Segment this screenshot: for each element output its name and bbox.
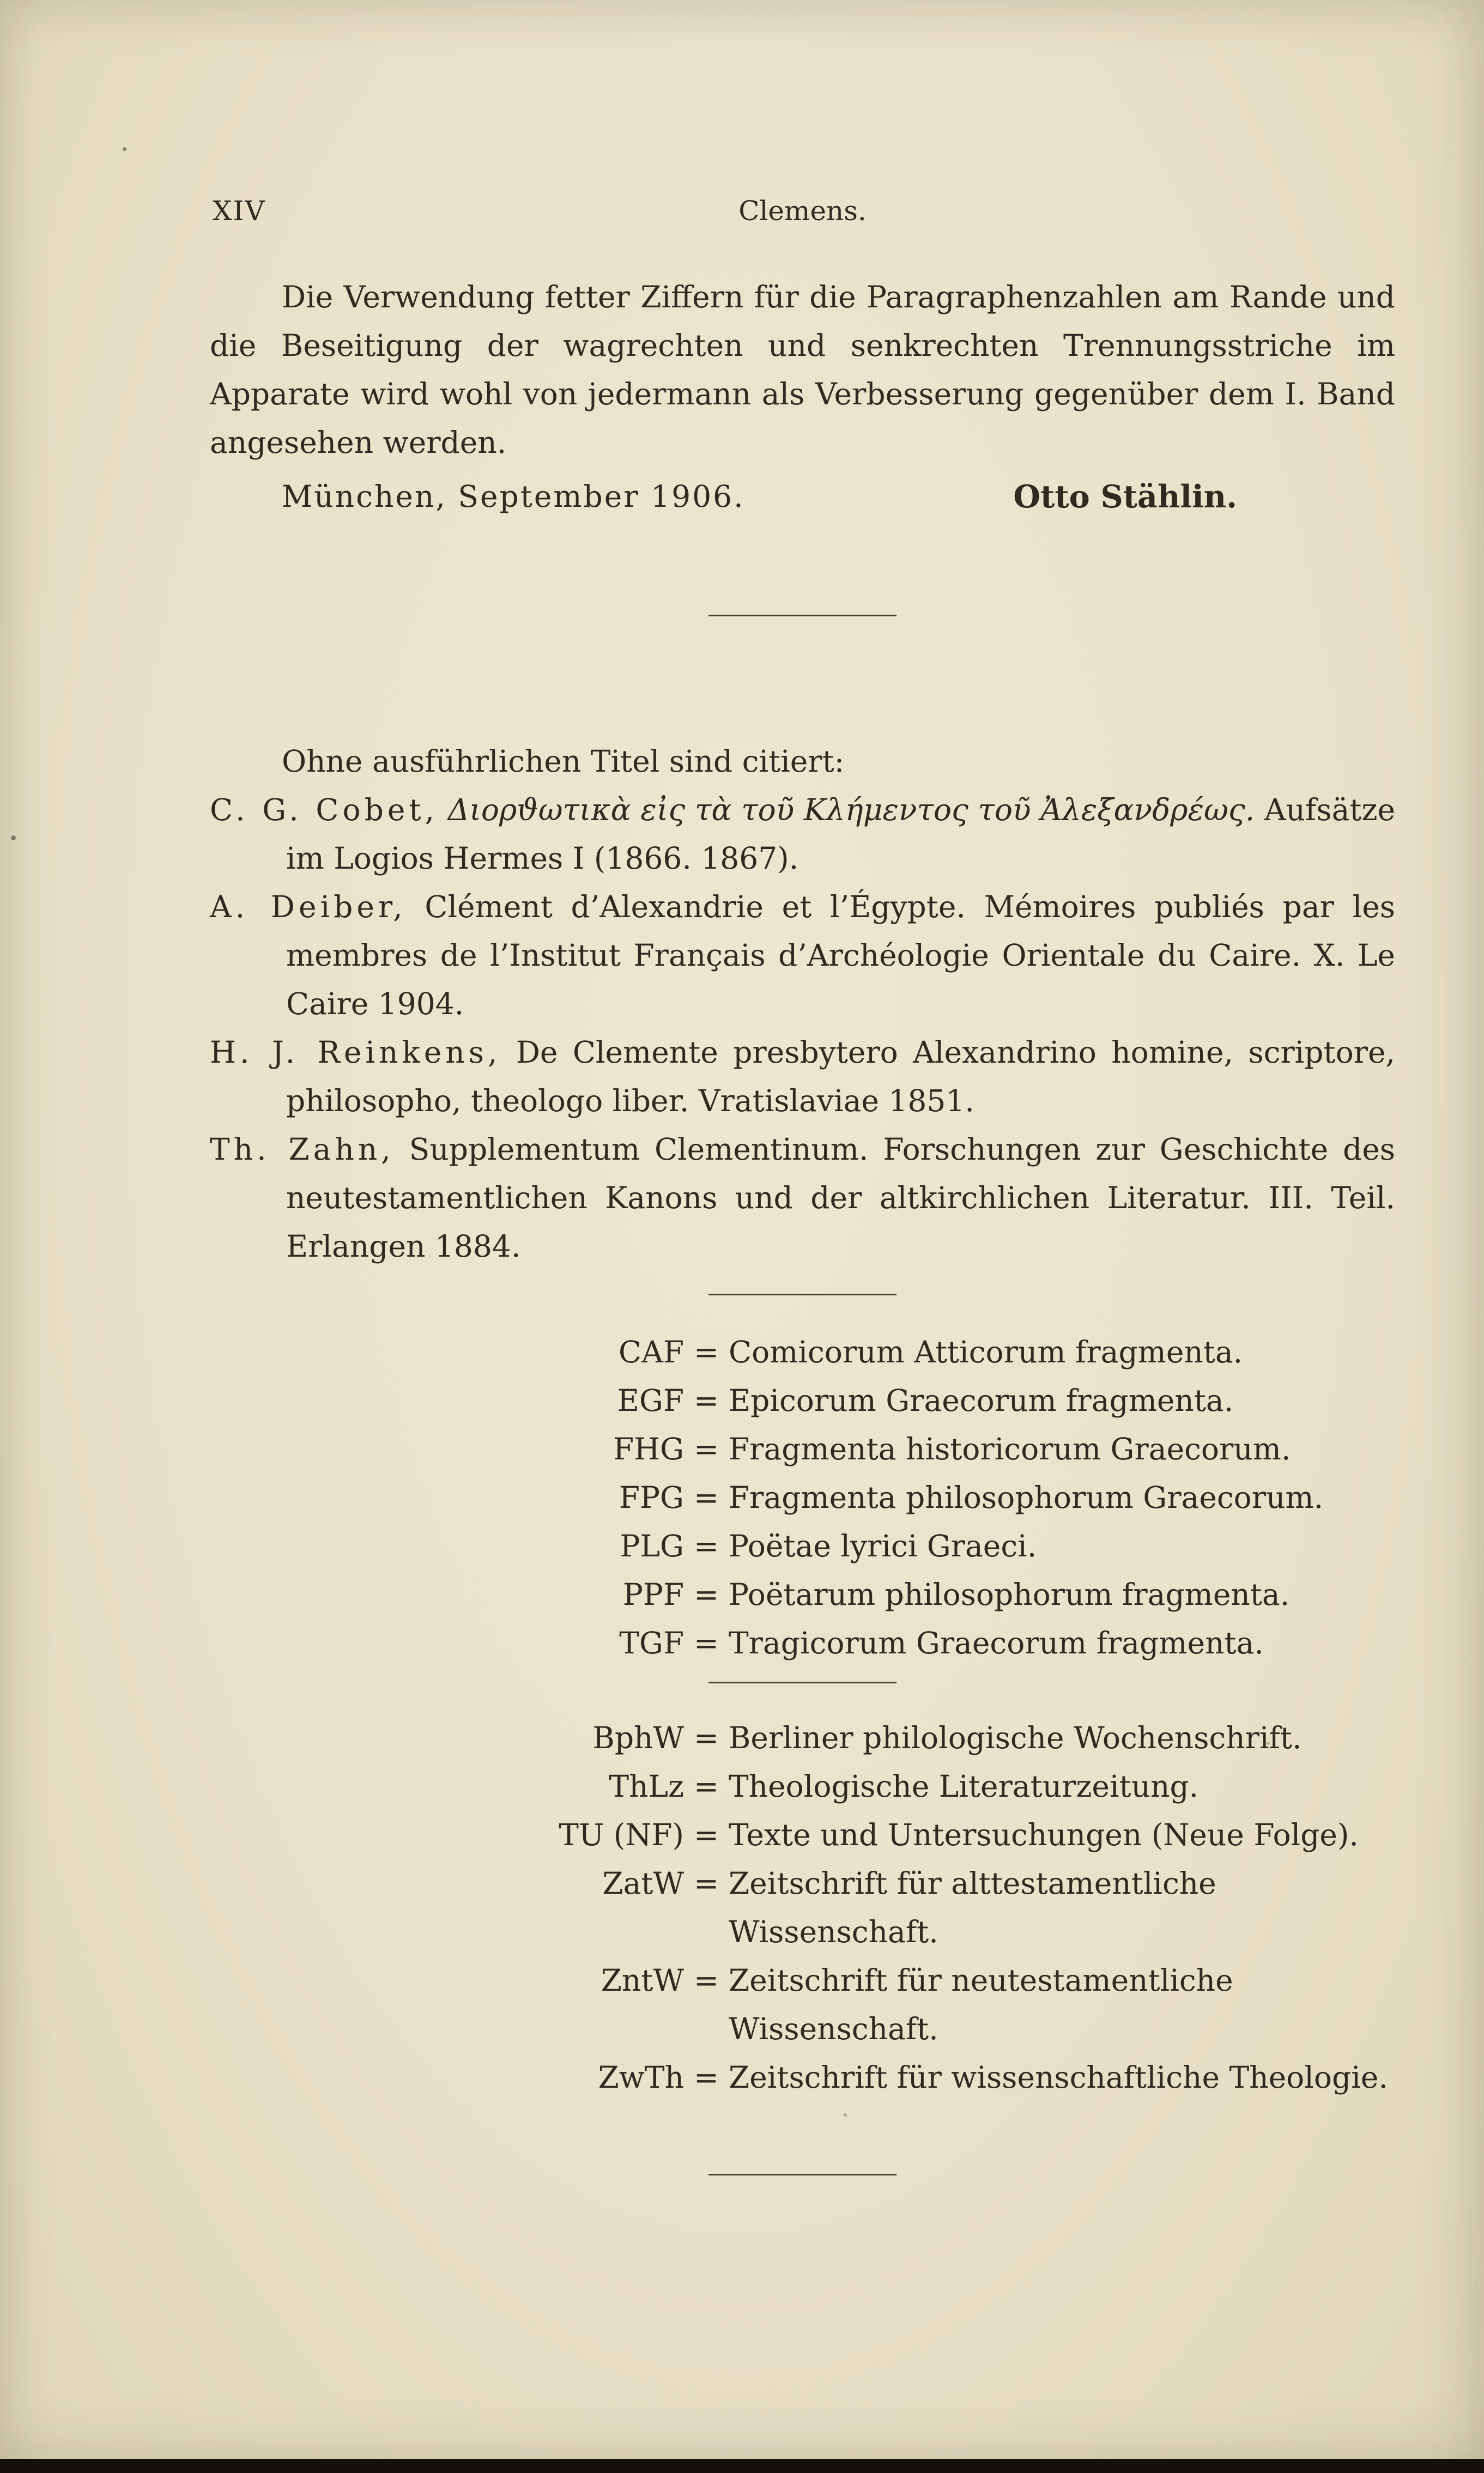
abbreviation-expansion: Theologische Literaturzeitung. [729,1769,1199,1804]
page-number: XIV [213,195,266,227]
equals-sign: = [693,1480,719,1515]
abbreviation-row [548,1522,1395,1571]
abbreviation-expansion: Texte und Untersuchungen (Neue Folge). [729,1817,1359,1852]
abbreviation-expansion: Fragmenta historicorum Graecorum. [729,1432,1291,1466]
equals-sign: = [693,1383,719,1418]
citation-text: Clément d’Alexandrie et l’Égypte. Mémoires publiés par les membres de l’Institut Français d’Archéologie Orientale du Caire. X. Le Caire 1904. [286,889,1395,1021]
abbreviation-row [548,1328,1395,1377]
abbreviation-row [548,1859,1395,1956]
preface-paragraph: Die Verwendung fetter Ziffern für die Paragraphenzahlen am Rande und die Beseitigung der wagrechten und senkrechten Trennungsstriche im Apparate wird wohl von jedermann als Verbesserung gegenüber dem I. Band angesehen werden. [210,280,1395,460]
abbreviation-row [548,1377,1395,1425]
equals-sign: = [693,1817,719,1852]
abbreviation-row [548,1619,1395,1668]
abbreviation-expansion: Poëtarum philosophorum fragmenta. [729,1577,1290,1612]
section-divider [708,2174,897,2175]
abbreviation-expansion: Zeitschrift für neutestamentliche Wissenschaft. [729,1963,1233,2046]
section-divider [708,1294,897,1295]
citation-author: A. Deiber, [210,889,407,924]
abbreviation-code: FPG [619,1480,684,1515]
abbreviation-code: FHG [613,1432,684,1466]
citations-intro: Ohne ausführlichen Titel sind citiert: [282,744,845,779]
citation-entry [210,883,1395,1028]
abbreviation-expansion: Zeitschrift für wissenschaftliche Theologie. [729,2060,1388,2095]
abbreviation-code: CAF [619,1335,684,1369]
equals-sign: = [693,2060,719,2095]
page-header [210,193,1395,228]
citation-author: Th. Zahn, [210,1132,395,1167]
abbreviation-row [548,1571,1395,1619]
citation-entry [210,1125,1395,1271]
abbreviation-expansion: Fragmenta philosophorum Graecorum. [729,1480,1324,1515]
citation-entry [210,786,1395,883]
citation-text: De Clemente presbytero Alexandrino homine, scriptore, philosopho, theologo liber. Vratislaviae 1851. [286,1035,1396,1118]
equals-sign: = [693,1626,719,1660]
citation-author: H. J. Reinkens, [210,1035,501,1070]
citation-greek-title: Διορϑωτικὰ εἰς τὰ τοῦ Κλήμεντος τοῦ Ἀλεξανδρέως. [447,792,1255,827]
abbreviation-code: PPF [622,1577,684,1612]
abbreviation-row [548,1714,1395,1762]
equals-sign: = [693,1432,719,1466]
equals-sign: = [693,1769,719,1804]
equals-sign: = [693,1577,719,1612]
citation-text: Aufsätze im Logios Hermes I (1866. 1867). [286,792,1396,876]
paper-speck [123,147,126,151]
citation-author: C. G. Cobet, [210,792,438,827]
abbreviation-row [548,1762,1395,1811]
citation-entry [210,1028,1395,1125]
page-content [210,0,1395,2175]
abbreviation-expansion: Tragicorum Graecorum fragmenta. [729,1626,1264,1660]
dateline: München, September 1906. [282,479,745,514]
abbreviation-code: EGF [617,1383,684,1418]
abbreviation-code: TU (NF) [559,1817,684,1852]
dateline-row [210,472,1395,521]
abbreviation-row [548,1811,1395,1859]
abbreviation-row [548,2053,1395,2102]
equals-sign: = [693,1963,719,1998]
equals-sign: = [693,1866,719,1901]
abbreviation-code: ZatW [602,1866,684,1901]
running-title: Clemens. [738,195,867,227]
equals-sign: = [693,1529,719,1563]
abbreviation-list-journals [210,1714,1395,2102]
author-signature: Otto Stählin. [1013,478,1237,515]
abbreviation-code: ZntW [601,1963,684,1998]
abbreviation-expansion: Comicorum Atticorum fragmenta. [729,1335,1243,1369]
abbreviation-expansion: Epicorum Graecorum fragmenta. [729,1383,1234,1418]
equals-sign: = [693,1720,719,1755]
abbreviation-row [548,1474,1395,1522]
abbreviation-code: PLG [620,1529,684,1563]
abbreviation-code: BphW [592,1720,684,1755]
abbreviation-expansion: Zeitschrift für alttestamentliche Wissenschaft. [729,1866,1216,1949]
scan-edge-strip [0,2459,1484,2473]
equals-sign: = [693,1335,719,1369]
abbreviation-row [548,1956,1395,2053]
abbreviation-code: ThLz [609,1769,684,1804]
paper-speck [11,835,16,840]
citation-text: Supplementum Clementinum. Forschungen zur Geschichte des neutestamentlichen Kanons und der altkirchlichen Literatur. III. Teil. Erlangen 1884. [286,1132,1396,1264]
abbreviation-expansion: Berliner philologische Wochenschrift. [729,1720,1302,1755]
section-divider [708,615,897,616]
abbreviation-code: ZwTh [598,2060,684,2095]
abbreviation-row [548,1425,1395,1474]
abbreviation-expansion: Poëtae lyrici Graeci. [729,1529,1037,1563]
section-divider [708,1682,897,1683]
citation-list [210,786,1395,1271]
abbreviation-code: TGF [619,1626,684,1660]
abbreviation-list-fragments [210,1328,1395,1668]
